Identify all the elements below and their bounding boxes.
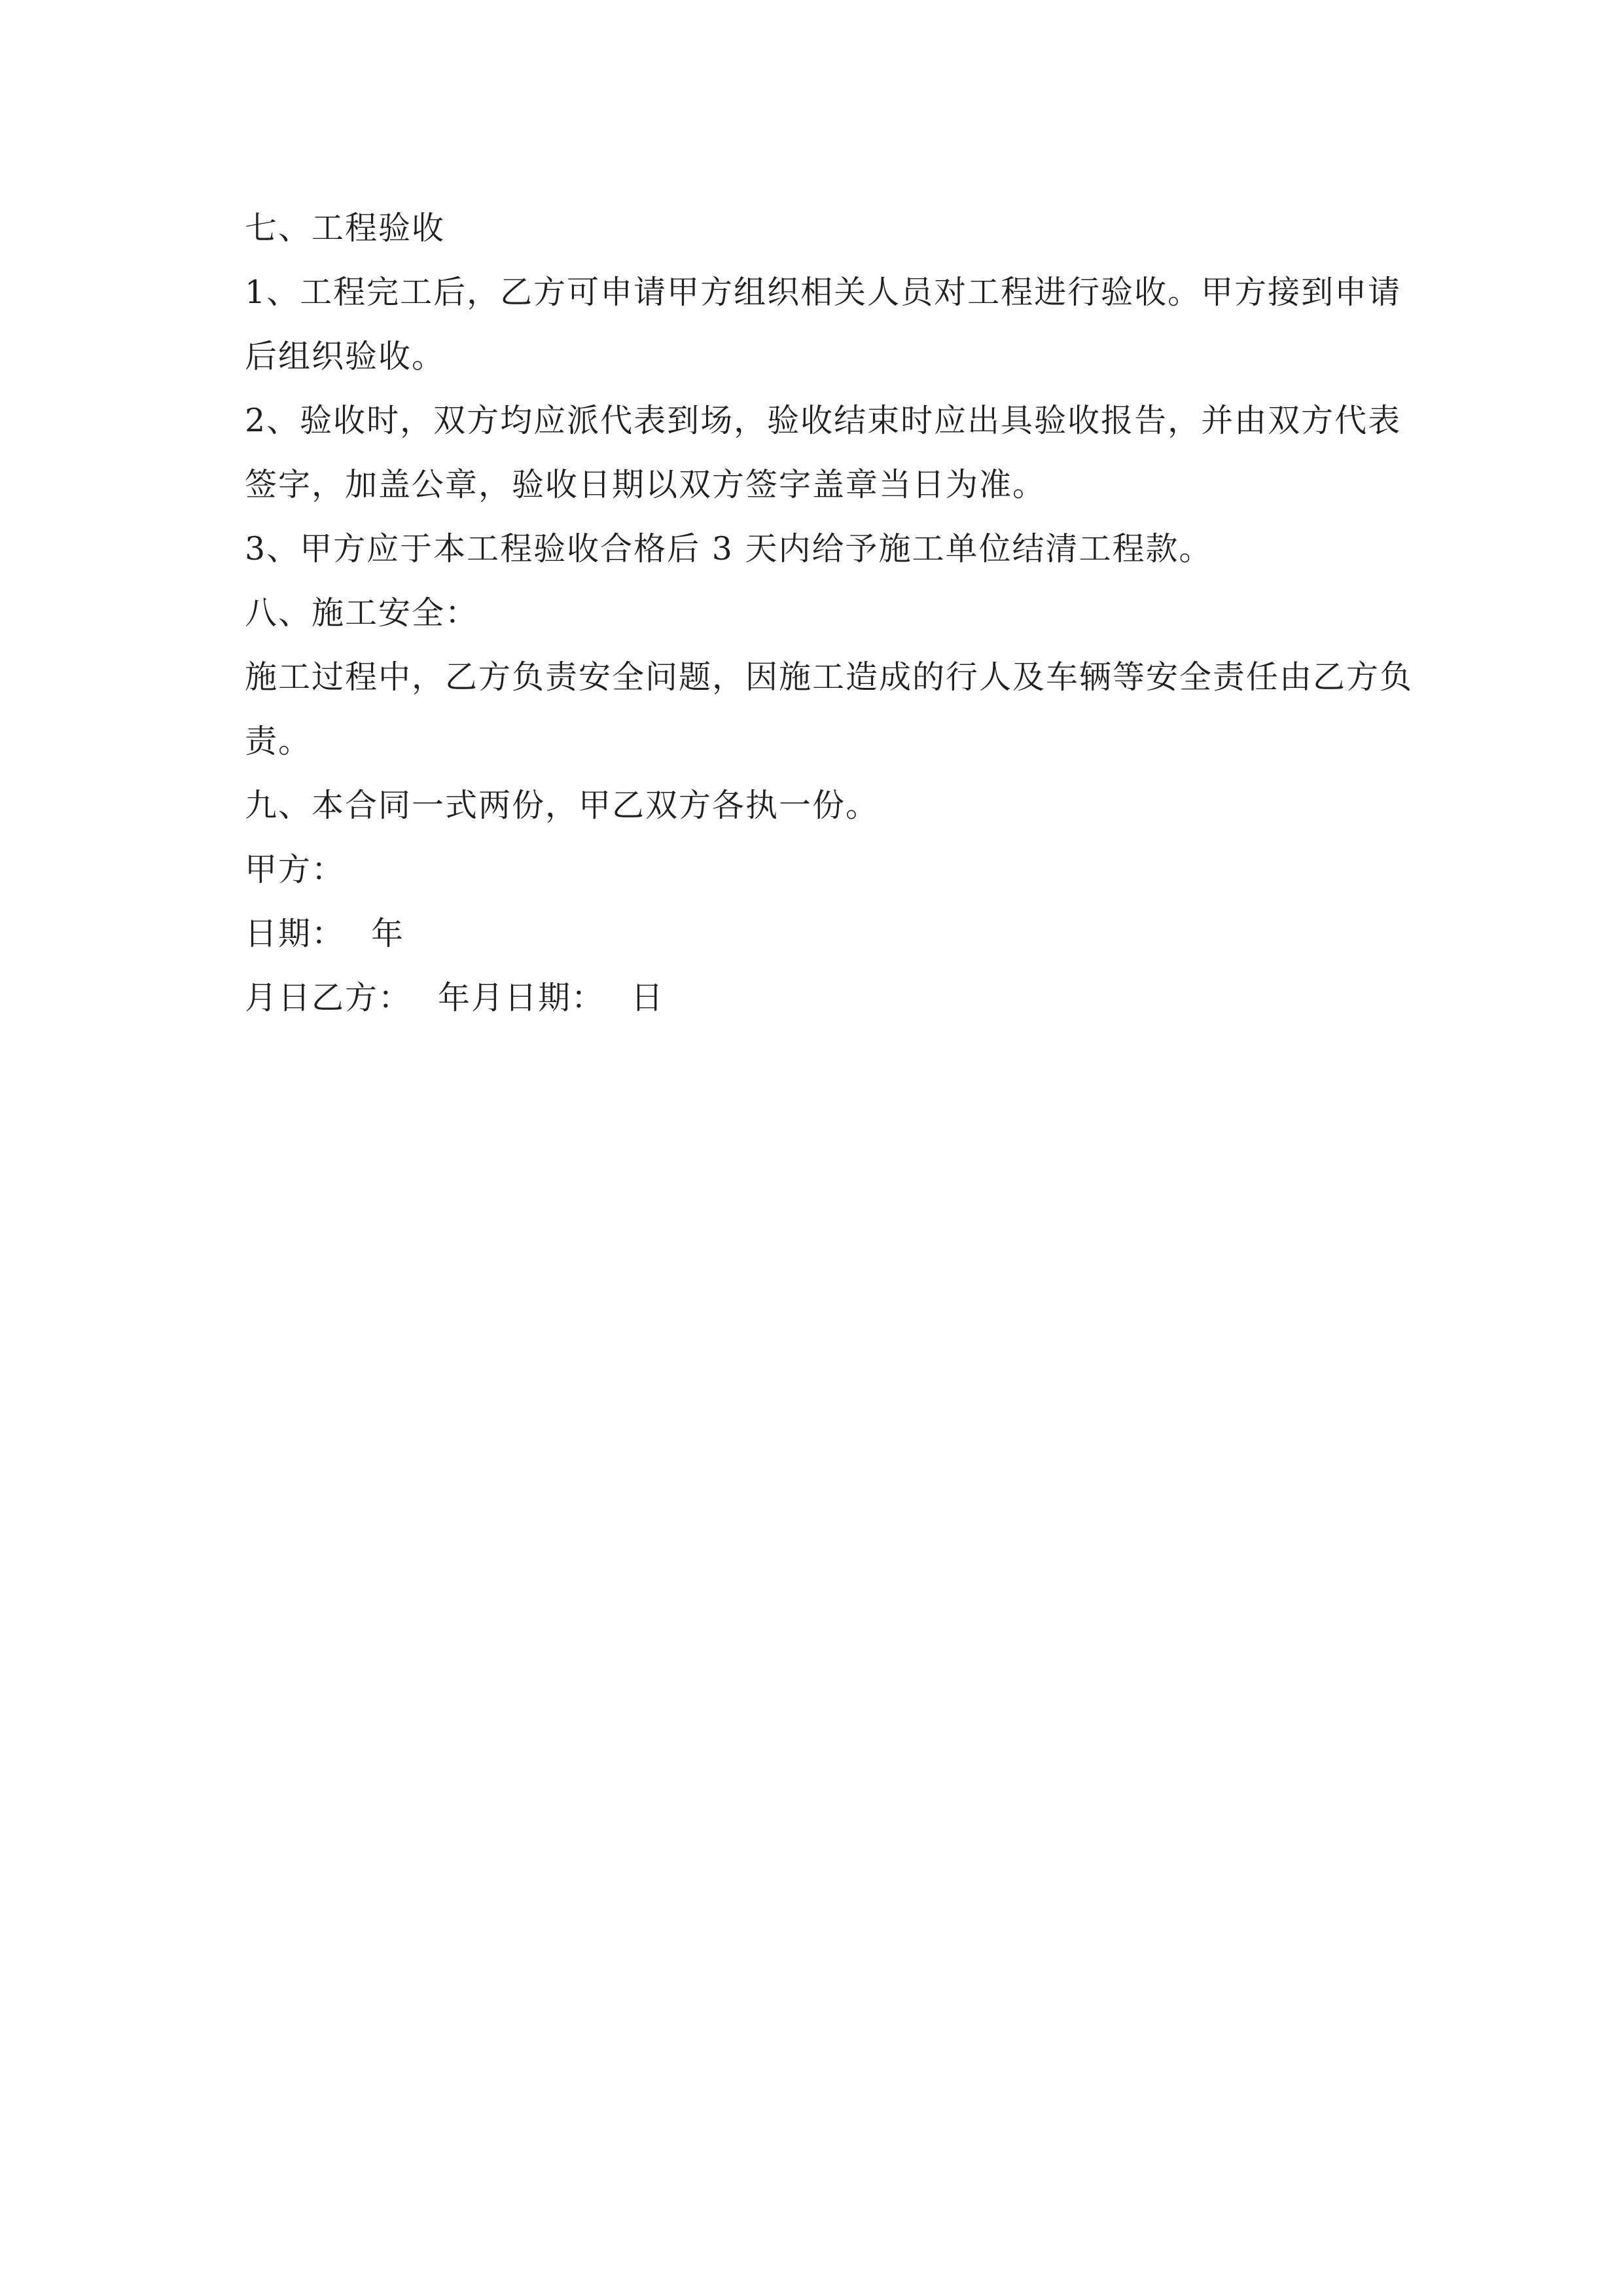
last-line-part1: 月日乙方： — [245, 979, 412, 1016]
section7-item3: 3、甲方应于本工程验收合格后 3 天内给予施工单位结清工程款。 — [245, 530, 1213, 567]
last-line-part2: 年月日期： — [438, 979, 605, 1016]
party-a-label: 甲方： — [245, 851, 346, 888]
section7-item1-line2: 后组织验收。 — [245, 338, 446, 375]
section8-heading: 八、施工安全： — [245, 594, 479, 632]
document-body — [245, 196, 1414, 1030]
section9-text: 九、本合同一式两份，甲乙双方各执一份。 — [245, 787, 880, 824]
section8-body-line1: 施工过程中，乙方负责安全问题，因施工造成的行人及车辆等安全责任由乙方负 — [245, 658, 1414, 696]
last-line-part3: 日 — [631, 979, 665, 1016]
section7-heading: 七、工程验收 — [245, 209, 446, 247]
date-label: 日期： — [245, 915, 346, 952]
last-signature-line — [245, 966, 1383, 1030]
year-label: 年 — [371, 915, 405, 952]
section7-item1-line1: 1、工程完工后，乙方可申请甲方组织相关人员对工程进行验收。甲方接到申请 — [245, 274, 1402, 311]
section7-item2-line1: 2、验收时，双方均应派代表到场，验收结束时应出具验收报告，并由双方代表 — [245, 402, 1402, 439]
section7-item2-line2: 签字，加盖公章，验收日期以双方签字盖章当日为准。 — [245, 466, 1046, 503]
date-line — [245, 902, 1383, 966]
section8-body-line2: 责。 — [245, 723, 312, 760]
